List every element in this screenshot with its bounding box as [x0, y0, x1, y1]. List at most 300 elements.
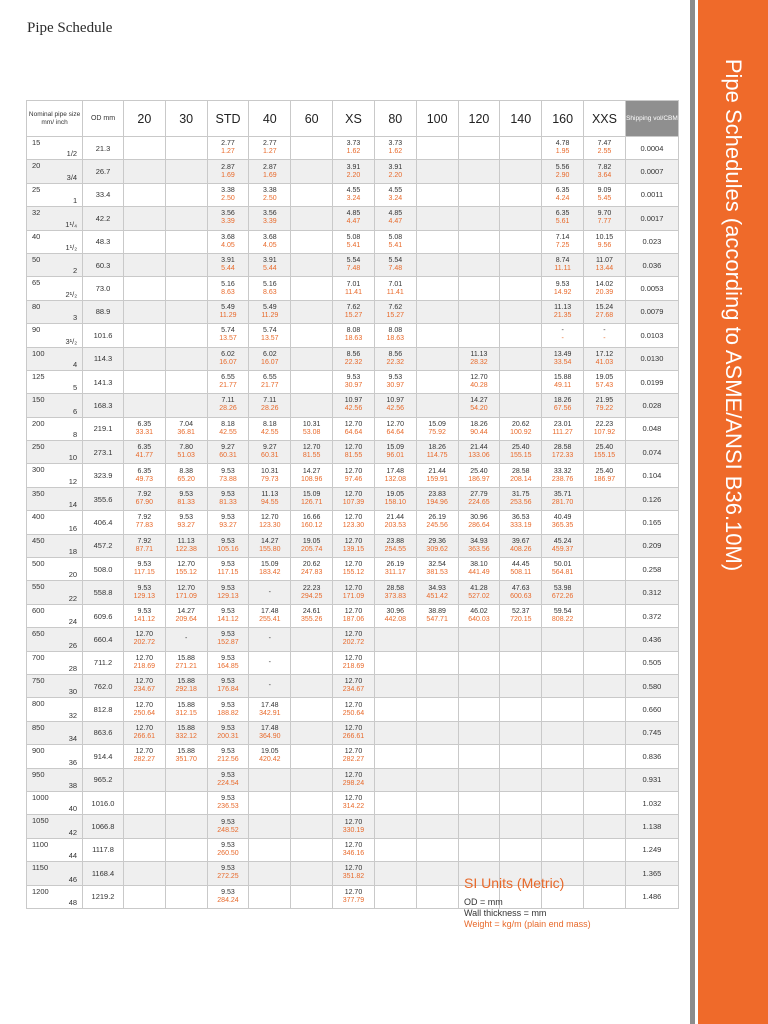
schedule-cell	[333, 604, 375, 627]
schedule-cell	[500, 628, 542, 651]
wall-thickness: 9.53	[221, 631, 235, 639]
weight-per-meter: 42.56	[344, 405, 363, 413]
wall-thickness: 11.13	[177, 537, 195, 545]
weight-per-meter: 11.29	[261, 311, 279, 319]
schedule-cell	[249, 441, 291, 464]
wall-thickness: 9.53	[221, 654, 235, 662]
schedule-cell	[123, 862, 165, 885]
schedule-values	[333, 889, 374, 905]
weight-per-meter: 14.92	[553, 288, 572, 296]
schedule-values	[375, 304, 416, 320]
schedule-cell	[249, 604, 291, 627]
schedule-values	[375, 164, 416, 180]
header-schedule: 80	[374, 101, 416, 137]
schedule-values	[208, 491, 249, 507]
schedule-values	[208, 210, 249, 226]
schedule-values	[500, 608, 541, 624]
weight-per-meter: 451.42	[426, 592, 448, 600]
schedule-cell	[291, 347, 333, 370]
schedule-values	[459, 561, 500, 577]
wall-thickness: 7.11	[263, 397, 277, 405]
weight-per-meter: 363.56	[468, 545, 490, 553]
schedule-cell	[416, 534, 458, 557]
weight-per-meter: 5.61	[555, 218, 570, 226]
schedule-values	[208, 140, 249, 156]
weight-per-meter: 122.38	[175, 545, 197, 553]
schedule-cell	[123, 417, 165, 440]
wall-thickness: 8.08	[388, 327, 403, 335]
schedule-cell	[291, 674, 333, 697]
schedule-values	[584, 374, 625, 390]
wall-thickness: 12.70	[344, 491, 363, 499]
weight-per-meter: 152.87	[217, 639, 239, 647]
schedule-cell	[249, 558, 291, 581]
wall-thickness: 5.56	[555, 163, 570, 171]
schedule-cell	[207, 721, 249, 744]
schedule-values	[249, 561, 290, 577]
schedule-cell	[249, 464, 291, 487]
wall-thickness: 10.31	[302, 420, 321, 428]
schedule-cell	[542, 394, 584, 417]
wall-thickness: 15.09	[302, 491, 321, 499]
weight-per-meter: 40.28	[470, 382, 488, 390]
nominal-size-inch: 3¹/₂	[65, 336, 78, 346]
schedule-cell	[165, 721, 207, 744]
schedule-cell	[333, 885, 375, 908]
schedule-values	[584, 468, 625, 484]
schedule-values	[375, 327, 416, 343]
schedule-values	[291, 561, 332, 577]
schedule-values	[584, 187, 625, 203]
schedule-values	[333, 281, 374, 297]
wall-thickness: 9.53	[221, 537, 235, 545]
schedule-cell	[249, 674, 291, 697]
wall-thickness: 12.70	[344, 724, 363, 732]
schedule-values	[166, 702, 207, 718]
schedule-cell	[333, 324, 375, 347]
wall-thickness: 7.62	[388, 303, 403, 311]
nominal-size-inch: 28	[68, 663, 78, 673]
schedule-values	[249, 635, 290, 643]
nominal-size-inch: 32	[68, 710, 78, 720]
schedule-cell	[249, 324, 291, 347]
schedule-cell	[291, 604, 333, 627]
wall-thickness: 19.05	[302, 537, 321, 545]
table-row	[27, 207, 679, 230]
wall-thickness: 26.19	[428, 514, 446, 522]
weight-per-meter: 79.22	[595, 405, 614, 413]
schedule-values	[542, 304, 583, 320]
schedule-cell	[207, 183, 249, 206]
schedule-cell	[207, 698, 249, 721]
schedule-values	[417, 585, 458, 601]
wall-thickness: 3.91	[388, 163, 403, 171]
schedule-values	[459, 608, 500, 624]
outside-diameter-cell: 1117.8	[83, 838, 124, 861]
weight-per-meter: 188.82	[217, 709, 239, 717]
schedule-cell	[458, 253, 500, 276]
schedule-cell	[291, 324, 333, 347]
schedule-cell	[416, 324, 458, 347]
schedule-values	[542, 257, 583, 273]
schedule-cell	[291, 160, 333, 183]
nominal-size-cell	[27, 862, 83, 885]
wall-thickness: 9.53	[346, 374, 361, 382]
wall-thickness: 14.27	[470, 397, 488, 405]
wall-thickness: 15.88	[177, 654, 195, 662]
schedule-cell	[123, 183, 165, 206]
wall-thickness: 9.27	[263, 444, 277, 452]
schedule-cell	[249, 885, 291, 908]
schedule-values	[166, 561, 207, 577]
schedule-values	[208, 538, 249, 554]
schedule-cell	[500, 815, 542, 838]
schedule-values	[249, 140, 290, 156]
wall-thickness: 9.53	[221, 701, 235, 709]
schedule-values	[166, 421, 207, 437]
weight-per-meter: 312.15	[175, 709, 197, 717]
weight-per-meter: 248.52	[217, 826, 239, 834]
schedule-values	[166, 514, 207, 530]
nominal-size-mm: 650	[32, 629, 45, 639]
shipping-volume-cell: 0.505	[625, 651, 678, 674]
schedule-values	[333, 374, 374, 390]
schedule-cell	[500, 183, 542, 206]
weight-per-meter: 15.27	[344, 311, 363, 319]
schedule-values	[542, 187, 583, 203]
nominal-size-mm: 500	[32, 559, 45, 569]
weight-per-meter: 4.47	[388, 218, 403, 226]
shipping-volume-cell: 0.0103	[625, 324, 678, 347]
outside-diameter-cell: 33.4	[83, 183, 124, 206]
schedule-values	[249, 210, 290, 226]
wall-thickness: 9.53	[137, 561, 152, 569]
schedule-cell	[123, 277, 165, 300]
shipping-volume-cell: 0.028	[625, 394, 678, 417]
schedule-values	[542, 397, 583, 413]
weight-per-meter: 13.44	[595, 265, 614, 273]
outside-diameter-cell: 965.2	[83, 768, 124, 791]
weight-per-meter: 564.81	[551, 569, 574, 577]
table-row	[27, 674, 679, 697]
wall-thickness: 9.53	[221, 678, 235, 686]
schedule-values	[249, 397, 290, 413]
wall-thickness: 12.70	[344, 888, 363, 896]
schedule-cell	[500, 277, 542, 300]
weight-per-meter: 250.64	[342, 709, 365, 717]
schedule-values	[333, 491, 374, 507]
nominal-size-mm: 850	[32, 722, 45, 732]
wall-thickness: 47.63	[512, 584, 530, 592]
legend-wall: Wall thickness = mm	[464, 908, 547, 918]
weight-per-meter: 245.56	[426, 522, 448, 530]
nominal-size-mm: 550	[32, 582, 45, 592]
schedule-cell	[291, 815, 333, 838]
schedule-values	[249, 491, 290, 507]
wall-thickness: 46.02	[470, 608, 488, 615]
nominal-size-mm: 100	[32, 348, 45, 358]
schedule-cell	[500, 651, 542, 674]
wall-thickness: 8.74	[555, 257, 570, 265]
outside-diameter-cell: 914.4	[83, 745, 124, 768]
wall-thickness: 2.77	[221, 140, 235, 148]
weight-per-meter: 5.44	[263, 265, 277, 273]
wall-thickness: 10.97	[344, 397, 363, 405]
weight-per-meter: 8.63	[221, 288, 235, 296]
nominal-size-cell	[27, 160, 83, 183]
schedule-values	[249, 659, 290, 667]
weight-per-meter: 236.53	[217, 803, 239, 811]
weight-per-meter: 1.62	[388, 148, 403, 156]
wall-thickness: 39.67	[512, 537, 530, 545]
schedule-cell	[291, 417, 333, 440]
weight-per-meter: 266.61	[342, 732, 365, 740]
nominal-size-inch: 3	[72, 313, 78, 323]
schedule-values	[375, 187, 416, 203]
wall-thickness: 7.92	[137, 537, 152, 545]
weight-per-meter: 67.56	[553, 405, 572, 413]
wall-thickness: 5.54	[346, 257, 361, 265]
weight-per-meter: 114.75	[426, 452, 448, 460]
weight-per-meter: 30.97	[344, 382, 363, 390]
schedule-cell	[333, 183, 375, 206]
schedule-cell	[291, 768, 333, 791]
wall-thickness: 40.49	[553, 514, 572, 522]
wall-thickness: 20.62	[512, 420, 530, 428]
wall-thickness: 12.70	[135, 631, 154, 639]
weight-per-meter: 508.11	[510, 569, 532, 577]
schedule-cell	[416, 183, 458, 206]
schedule-cell	[249, 300, 291, 323]
wall-thickness: 44.45	[512, 561, 530, 569]
nominal-size-inch: 40	[68, 804, 78, 814]
schedule-cell	[500, 745, 542, 768]
schedule-cell	[500, 417, 542, 440]
weight-per-meter: 49.11	[554, 382, 572, 390]
weight-per-meter: 202.72	[133, 639, 156, 647]
weight-per-meter: 11.41	[386, 288, 404, 296]
weight-per-meter: 309.62	[426, 545, 448, 553]
weight-per-meter: 420.42	[259, 756, 281, 764]
wall-thickness: 2.87	[263, 163, 277, 171]
weight-per-meter: 172.33	[551, 452, 574, 460]
wall-thickness: 22.23	[302, 584, 321, 592]
nominal-size-inch: 38	[68, 780, 78, 790]
wall-thickness: 12.70	[344, 514, 363, 522]
schedule-values	[333, 421, 374, 437]
shipping-volume-cell: 0.126	[625, 487, 678, 510]
weight-per-meter: 64.64	[344, 428, 363, 436]
schedule-values	[208, 164, 249, 180]
table-row	[27, 137, 679, 160]
wall-thickness: 12.70	[135, 678, 154, 686]
wall-thickness: 3.91	[346, 163, 361, 171]
schedule-cell	[458, 604, 500, 627]
weight-per-meter: 5.41	[346, 241, 361, 249]
wall-thickness: 38.89	[428, 608, 446, 615]
weight-per-meter: 4.05	[263, 241, 277, 249]
schedule-cell	[584, 230, 626, 253]
weight-per-meter: 117.15	[133, 569, 155, 577]
schedule-cell	[207, 277, 249, 300]
weight-per-meter: 205.74	[300, 545, 323, 553]
schedule-cell	[584, 137, 626, 160]
schedule-cell	[291, 698, 333, 721]
schedule-values	[500, 491, 541, 507]
schedule-values	[208, 585, 249, 601]
schedule-cell	[165, 207, 207, 230]
wall-thickness: 12.70	[135, 748, 154, 756]
weight-per-meter: 286.64	[468, 522, 490, 530]
schedule-cell	[165, 628, 207, 651]
wall-thickness: 45.24	[553, 537, 572, 545]
schedule-cell	[458, 137, 500, 160]
schedule-cell	[500, 300, 542, 323]
wall-thickness: 18.26	[428, 444, 446, 452]
wall-thickness: 9.53	[221, 865, 235, 873]
schedule-values	[375, 234, 416, 250]
schedule-cell	[207, 885, 249, 908]
schedule-cell	[416, 721, 458, 744]
weight-per-meter: 41.77	[135, 452, 154, 460]
schedule-cell	[374, 651, 416, 674]
wall-thickness: 12.70	[386, 420, 405, 428]
schedule-cell	[542, 300, 584, 323]
nominal-size-cell	[27, 183, 83, 206]
schedule-cell	[123, 885, 165, 908]
weight-per-meter: 547.71	[426, 616, 448, 623]
schedule-cell	[542, 464, 584, 487]
schedule-values	[333, 210, 374, 226]
schedule-cell	[542, 791, 584, 814]
schedule-cell	[458, 441, 500, 464]
schedule-cell	[542, 581, 584, 604]
schedule-cell	[458, 487, 500, 510]
schedule-cell	[165, 862, 207, 885]
table-row	[27, 511, 679, 534]
schedule-cell	[207, 604, 249, 627]
schedule-cell	[165, 370, 207, 393]
schedule-cell	[458, 347, 500, 370]
nominal-size-mm: 800	[32, 699, 45, 709]
table-row	[27, 745, 679, 768]
schedule-cell	[291, 277, 333, 300]
schedule-cell	[416, 674, 458, 697]
nominal-size-cell	[27, 394, 83, 417]
table-row	[27, 347, 679, 370]
schedule-values	[500, 514, 541, 530]
weight-per-meter: 282.27	[133, 756, 156, 764]
weight-per-meter: 253.56	[510, 499, 532, 507]
nominal-size-mm: 1200	[32, 886, 49, 896]
shipping-volume-cell: 1.138	[625, 815, 678, 838]
schedule-cell	[500, 253, 542, 276]
nominal-size-mm: 600	[32, 605, 45, 615]
schedule-values	[459, 444, 500, 460]
schedule-cell	[249, 511, 291, 534]
schedule-values	[542, 561, 583, 577]
schedule-values	[584, 164, 625, 180]
header-schedule: 30	[165, 101, 207, 137]
schedule-cell	[207, 370, 249, 393]
wall-thickness: 3.68	[263, 233, 277, 241]
schedule-values	[333, 187, 374, 203]
schedule-cell	[207, 791, 249, 814]
schedule-cell	[374, 815, 416, 838]
schedule-cell	[374, 698, 416, 721]
wall-thickness: 34.93	[470, 537, 488, 545]
nominal-size-inch: 10	[68, 453, 78, 463]
schedule-values	[124, 655, 165, 671]
schedule-cell	[458, 370, 500, 393]
wall-thickness: 12.70	[302, 444, 321, 452]
nominal-size-cell	[27, 674, 83, 697]
weight-per-meter: 79.73	[261, 475, 279, 483]
schedule-cell	[207, 464, 249, 487]
schedule-cell	[374, 441, 416, 464]
schedule-values	[249, 444, 290, 460]
schedule-cell	[207, 511, 249, 534]
schedule-cell	[416, 581, 458, 604]
schedule-cell	[416, 207, 458, 230]
schedule-values	[542, 374, 583, 390]
wall-thickness: 23.88	[386, 537, 405, 545]
schedule-values	[124, 631, 165, 647]
wall-thickness: 9.53	[221, 514, 235, 522]
schedule-cell	[207, 394, 249, 417]
schedule-values	[208, 889, 249, 905]
schedule-cell	[374, 838, 416, 861]
schedule-cell	[207, 324, 249, 347]
schedule-values	[208, 397, 249, 413]
schedule-values	[333, 678, 374, 694]
wall-thickness: 15.09	[261, 561, 279, 569]
wall-thickness: 6.35	[137, 420, 152, 428]
schedule-cell	[333, 628, 375, 651]
wall-thickness: 9.53	[221, 491, 235, 499]
weight-per-meter: 87.71	[135, 545, 154, 553]
wall-thickness: 6.55	[263, 374, 277, 382]
schedule-cell	[249, 253, 291, 276]
schedule-cell	[416, 441, 458, 464]
schedule-cell	[165, 137, 207, 160]
schedule-values	[375, 210, 416, 226]
schedule-values	[417, 421, 458, 437]
wall-thickness: 7.11	[221, 397, 235, 405]
schedule-cell	[374, 253, 416, 276]
schedule-values	[249, 257, 290, 273]
wall-thickness: 7.92	[137, 491, 152, 499]
schedule-cell	[458, 511, 500, 534]
schedule-cell	[374, 604, 416, 627]
schedule-cell	[542, 838, 584, 861]
schedule-cell	[165, 464, 207, 487]
schedule-cell	[500, 324, 542, 347]
schedule-cell	[123, 815, 165, 838]
wall-thickness: -	[268, 588, 271, 596]
schedule-cell	[458, 698, 500, 721]
shipping-volume-cell: 0.0130	[625, 347, 678, 370]
weight-per-meter: 27.68	[595, 311, 614, 319]
wall-thickness: 17.48	[261, 608, 279, 615]
nominal-size-inch: 48	[68, 897, 78, 907]
schedule-cell	[123, 137, 165, 160]
schedule-values	[459, 421, 500, 437]
schedule-cell	[123, 534, 165, 557]
schedule-cell	[416, 862, 458, 885]
weight-per-meter: 238.76	[551, 475, 574, 483]
wall-thickness: 2.87	[221, 163, 235, 171]
